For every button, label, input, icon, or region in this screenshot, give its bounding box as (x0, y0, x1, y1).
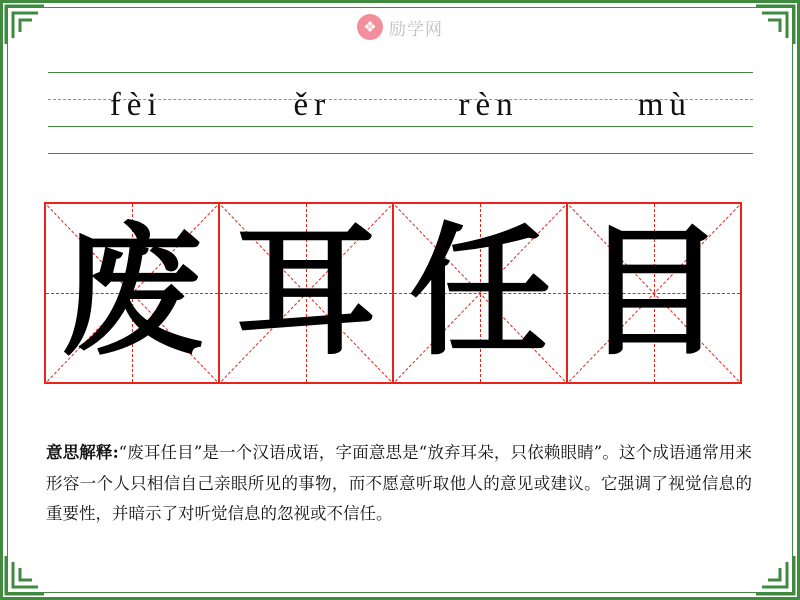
explanation-block (46, 438, 752, 530)
pinyin-staff (48, 72, 753, 154)
pinyin-syllable: rèn (458, 86, 519, 123)
site-logo[interactable] (357, 14, 443, 40)
character-glyph: 废 (61, 210, 203, 375)
site-logo-label: 励学网 (389, 19, 443, 39)
corner-ornament-icon (4, 554, 46, 596)
explanation-label: 意思解释: (46, 443, 119, 462)
pinyin-syllable: mù (637, 86, 692, 123)
character-cell (218, 202, 394, 384)
corner-ornament-icon (754, 4, 796, 46)
pinyin-syllable: ěr (293, 86, 332, 123)
character-cell (566, 202, 742, 384)
character-glyph: 任 (409, 210, 551, 375)
explanation-text: “废耳任目”是一个汉语成语，字面意思是“放弃耳朵，只依赖眼睛”。这个成语通常用来形容一个人只相信自己亲眼所见的事物，而不愿意听取他人的意见或建议。它强调了视觉信息的重要性，并暗示了对听觉信息的忽视或不信任。 (46, 443, 752, 524)
character-cell (392, 202, 568, 384)
character-glyph: 耳 (235, 210, 377, 375)
pinyin-syllable: fèi (109, 86, 163, 123)
corner-ornament-icon (754, 554, 796, 596)
character-grid (44, 202, 740, 384)
character-glyph: 目 (583, 210, 725, 375)
character-cell (44, 202, 220, 384)
flame-logo-icon: ❖ (357, 14, 383, 40)
corner-ornament-icon (4, 4, 46, 46)
